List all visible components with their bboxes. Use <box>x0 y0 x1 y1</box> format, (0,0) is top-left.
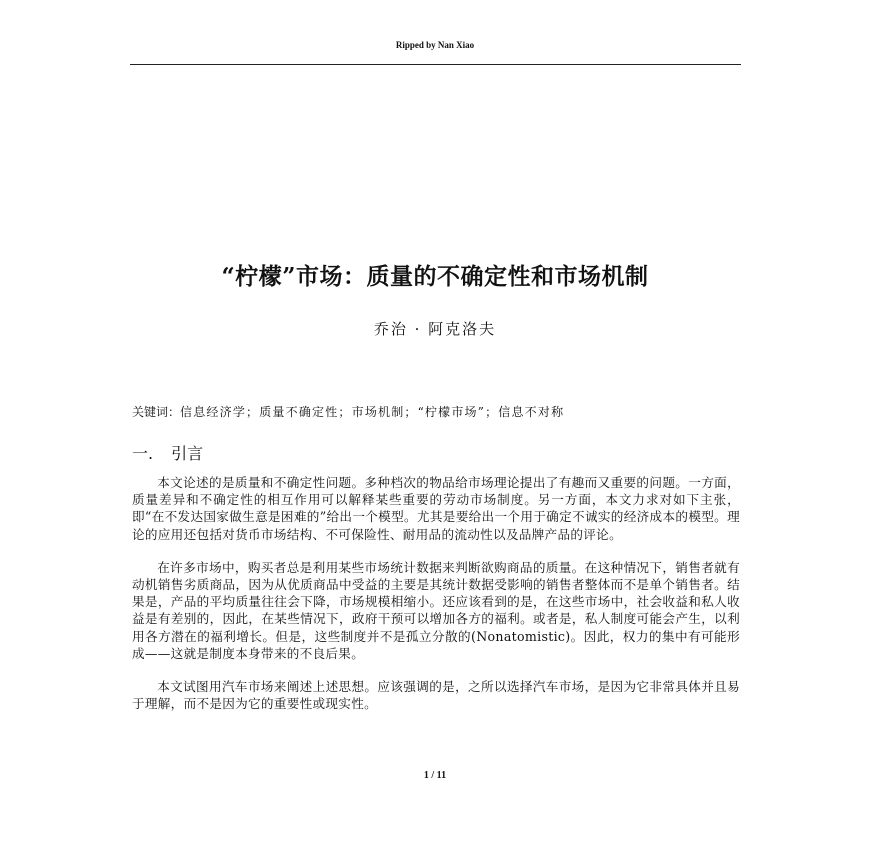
document-title: “柠檬”市场：质量的不确定性和市场机制 <box>221 263 649 290</box>
paragraph: 本文论述的是质量和不确定性问题。多种档次的物品给市场理论提出了有趣而又重要的问题。一方面，质量差异和不确定性的相互作用可以解释某些重要的劳动市场制度。另一方面，本文力求对如下主张，即“在不发达国家做生意是困难的”给出一个模型。尤其是要给出一个用于确定不诚实的经济成本的模型。理论的应用还包括对货币市场结构、不可保险性、耐用品的流动性以及品牌产品的评论。 <box>132 475 740 542</box>
page-number: 1 / 11 <box>423 770 447 781</box>
keywords-line <box>132 403 752 420</box>
paragraph: 本文试图用汽车市场来阐述上述思想。应该强调的是，之所以选择汽车市场，是因为它非常具体并且易于理解，而不是因为它的重要性或现实性。 <box>132 679 740 712</box>
header-rule <box>130 64 741 65</box>
section-heading <box>132 441 203 464</box>
section-title: 引言 <box>171 444 204 463</box>
body-text <box>132 474 740 728</box>
keywords-label: 关键词： <box>132 405 181 419</box>
paragraph: 在许多市场中，购买者总是利用某些市场统计数据来判断欲购商品的质量。在这种情况下，销售者就有动机销售劣质商品，因为从优质商品中受益的主要是其统计数据受影响的销售者整体而不是单个销售者。结果是，产品的平均质量往往会下降，市场规模相缩小。还应该看到的是，在这些市场中，社会收益和私人收益是有差别的，因此，在某些情况下，政府干预可以增加各方的福利。或者是，私人制度可能会产生，以利用各方潜在的福利增长。但是，这些制度并不是孤立分散的(Nonatomistic)。因此，权力的集中有可能形成——这就是制度本身带来的不良后果。 <box>132 559 740 661</box>
keywords-text: 信息经济学；质量不确定性；市场机制；“柠檬市场”；信息不对称 <box>180 405 565 419</box>
section-number: 一. <box>132 444 154 463</box>
author-name: 乔治 · 阿克洛夫 <box>373 320 497 338</box>
running-header: Ripped by Nan Xiao <box>395 40 475 50</box>
